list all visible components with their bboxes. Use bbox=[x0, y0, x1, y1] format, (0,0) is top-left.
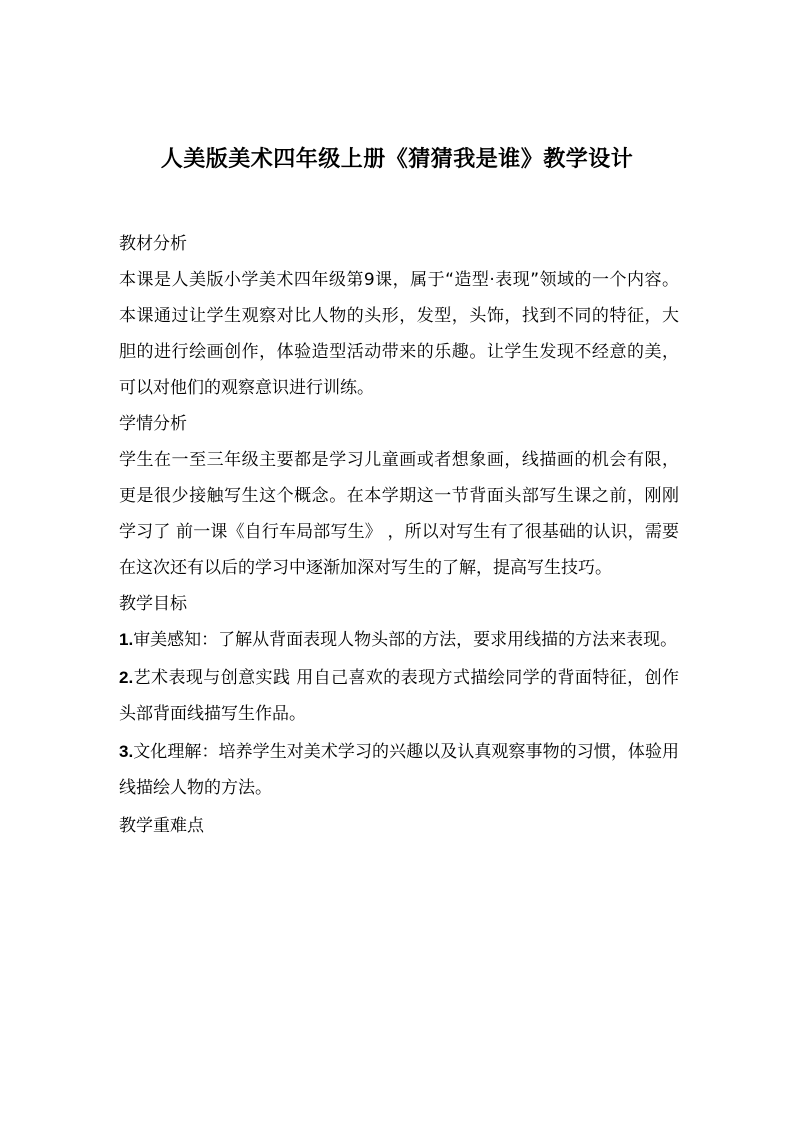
goal-item-number: 2. bbox=[119, 668, 134, 687]
section-heading-key-difficulties: 教学重难点 bbox=[119, 816, 204, 836]
section-heading-teaching-goals: 教学目标 bbox=[119, 594, 187, 614]
goal-item-2 bbox=[119, 660, 679, 732]
section-paragraph-student-analysis: 学生在一至三年级主要都是学习儿童画或者想象画，线描画的机会有限， 更是很少接触写生这个概念。在本学期这一节背面头部写生课之前，刚刚学习了 前一课《自行车局部写生》 ，所以对写生有了很基础的认识，需要在这次还有以后的学习中逐渐加深对写生的了解，提高写生技巧。 bbox=[119, 450, 679, 578]
goal-item-number: 3. bbox=[119, 742, 134, 761]
document-body bbox=[119, 226, 679, 844]
goal-item-text: 审美感知：了解从背面表现人物头部的方法，要求用线描的方法来表现。 bbox=[133, 630, 678, 650]
section-paragraph-textbook-analysis: 本课是人美版小学美术四年级第9课，属于“造型·表现”领域的一个内容。本课通过让学生观察对比人物的头形，发型，头饰，找到不同的特征，大胆的进行绘画创作，体验造型活动带来的乐趣。让学生发现不经意的美，可以对他们的观察意识进行训练。 bbox=[119, 270, 679, 398]
document-title: 人美版美术四年级上册《猜猜我是谁》教学设计 bbox=[160, 147, 634, 172]
goal-item-3 bbox=[119, 734, 679, 806]
section-heading-student-analysis: 学情分析 bbox=[119, 414, 187, 434]
goal-item-1 bbox=[119, 622, 679, 658]
section-heading-textbook-analysis: 教材分析 bbox=[119, 234, 187, 254]
goal-item-number: 1. bbox=[119, 630, 134, 649]
goal-item-text: 文化理解：培养学生对美术学习的兴趣以及认真观察事物的习惯，体验用线描绘人物的方法。 bbox=[119, 742, 679, 798]
goal-item-text: 艺术表现与创意实践 用自己喜欢的表现方式描绘同学的背面特征，创作头部背面线描写生作品。 bbox=[119, 668, 679, 724]
